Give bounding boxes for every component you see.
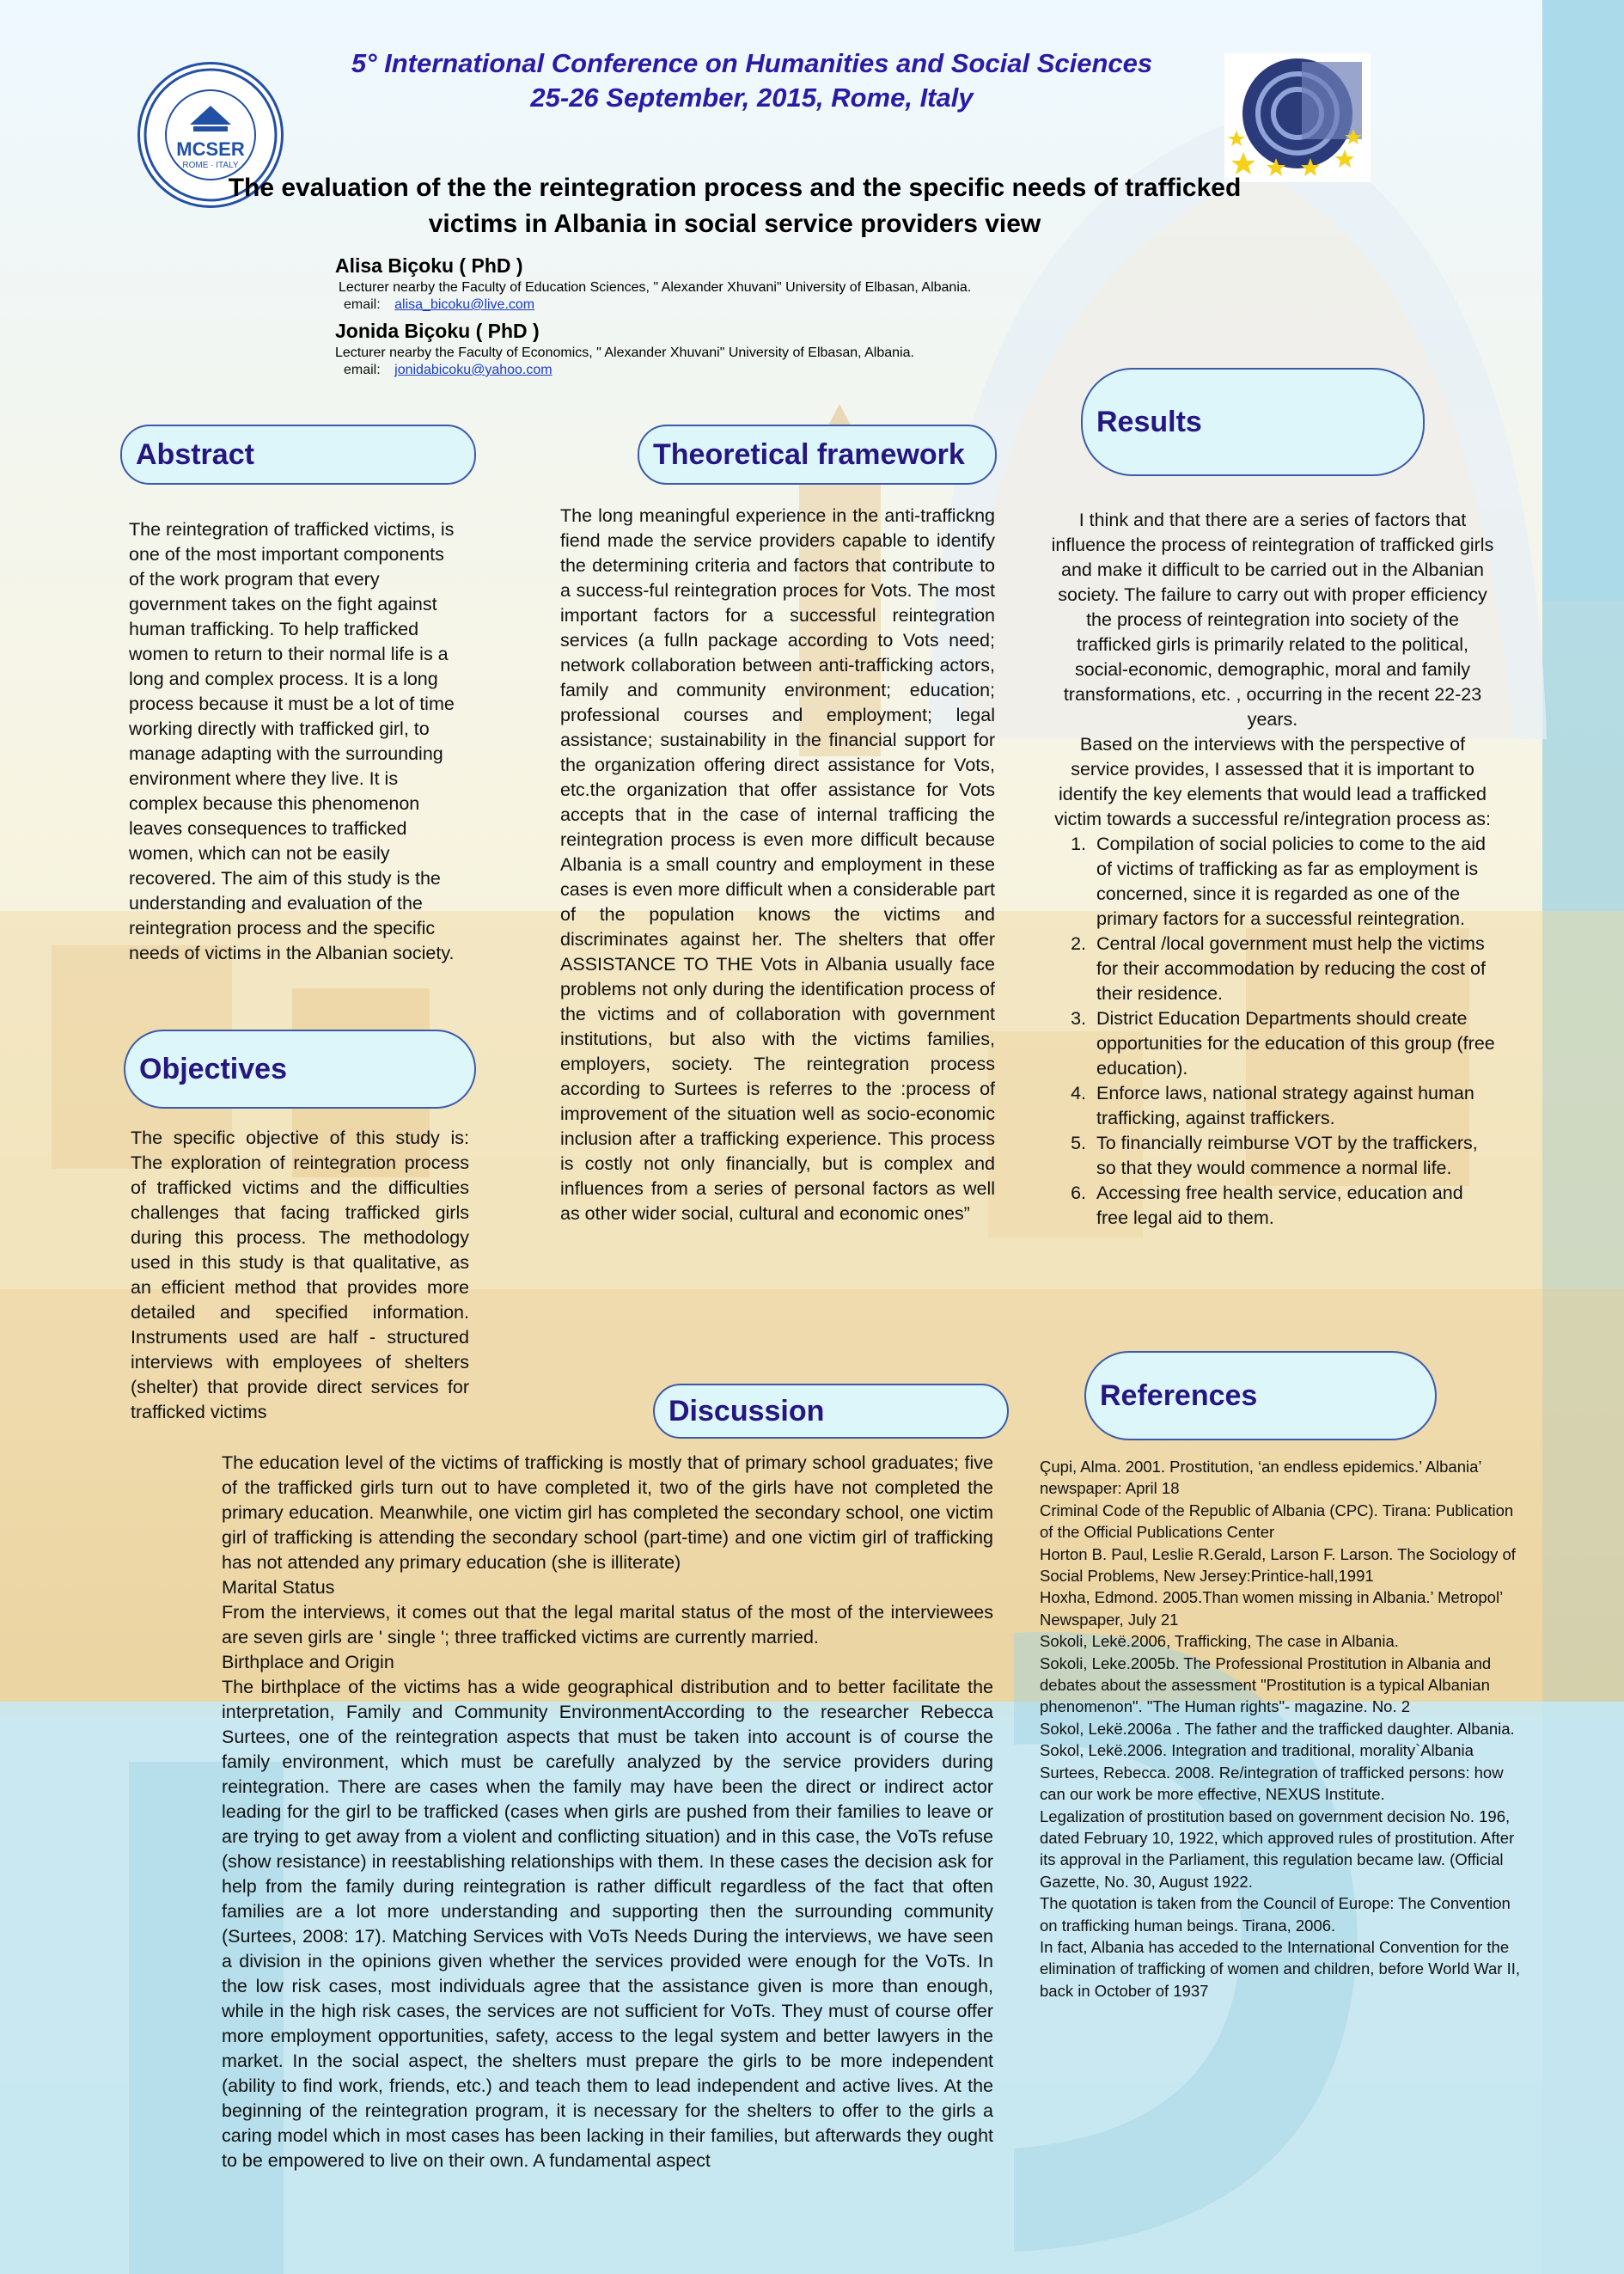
mcser-logo-text: MCSER: [176, 138, 245, 160]
objectives-text: The specific objective of this study is: The exploration of reintegration process of trafficked victims and the difficulties challenges that facing trafficked girls during this process. The methodology used in this study is that qualitative, as an efficient method that provides more detailed and specified information. Instruments used are half - structured interviews with employees of shelters (shelter) that provide direct services for trafficked victims: [131, 1128, 469, 1422]
mcser-logo-subtext: ROME · ITALY: [182, 161, 239, 170]
abstract-text: The reintegration of trafficked victims, is one of the most important components of the work program that every government takes on the fight against human trafficking. To help trafficked women to return to their normal life is a long and complex process. It is a long process because it must be a lot of time working directly with trafficked girl, to manage adapting with the surrounding environment where they live. It is complex because this phenomenon leaves consequences to trafficked women, which can not be easily recovered. The aim of this study is the understanding and evaluation of the reintegration process and the specific needs of victims in the Albanian society.: [129, 519, 455, 963]
paper-title: [172, 170, 1297, 242]
discussion-paragraph: The education level of the victims of trafficking is mostly that of primary school graduates; five of the trafficked girls turn out to have completed it, two of the girls have not completed the primary education. Meanwhile, one victim girl has completed the secondary school, one victim girl of trafficking is attending the secondary school (part-time) and one victim girl of trafficking has not attended any primary education (she is illiterate): [222, 1452, 993, 1573]
discussion-text: [222, 1451, 993, 2173]
results-intro: I think and that there are a series of factors that influence the process of reintegration of trafficked girls and make it difficult to be carried out in the Albanian society. The failure to carry out with proper efficiency the process of reintegration into society of the trafficked girls is primarily related to the political, social-economic, demographic, moral and family transformations, etc. , occurring in the recent 22-23 years.: [1051, 510, 1494, 730]
discussion-paragraph: From the interviews, it comes out that the legal marital status of the most of the interviewees are seven girls are ' single '; three trafficked victims are currently married.: [222, 1602, 993, 1647]
conference-title: [258, 46, 1246, 115]
abstract-heading: Abstract: [120, 425, 476, 485]
key-factors-list: [1050, 832, 1495, 1231]
list-item: 3. District Education Departments should create opportunities for the education of this group (free education).: [1091, 1006, 1495, 1081]
results-body: [1050, 508, 1495, 1231]
reference-item: Sokol, Lekë.2006. Integration and traditional, morality`Albania: [1040, 1741, 1474, 1760]
email-label: email:: [344, 297, 381, 312]
discussion-subheading: Marital Status: [222, 1577, 335, 1598]
author-name: Jonida Biçoku ( PhD ): [335, 320, 540, 342]
email-label: email:: [344, 363, 381, 377]
conference-logo: [1224, 53, 1371, 182]
author-name: Alisa Biçoku ( PhD ): [335, 254, 523, 277]
author-affiliation: Lecturer nearby the Faculty of Education Sciences, " Alexander Xhuvani" University of Elbasan, Albania.: [339, 280, 972, 295]
list-item: 4. Enforce laws, national strategy against human trafficking, against traffickers.: [1091, 1081, 1495, 1131]
reference-item: In fact, Albania has acceded to the International Convention for the elimination of trafficking of women and children, before World War II, back in October of 1937: [1040, 1937, 1521, 2000]
author-email-link[interactable]: alisa_bicoku@live.com: [394, 297, 535, 312]
paper-title-line1: The evaluation of the the reintegration process and the specific needs of trafficked: [228, 174, 1242, 202]
reference-item: Legalization of prostitution based on government decision No. 196, dated February 10, 1922, which approved rules of prostitution. After its approval in the Parliament, this regulation became law. (Official Gazette, No. 30, August 1922.: [1040, 1806, 1515, 1891]
list-item: 6. Accessing free health service, education and free legal aid to them.: [1091, 1181, 1495, 1231]
europe-globe-icon: [1224, 53, 1371, 182]
author-affiliation: Lecturer nearby the Faculty of Economics, " Alexander Xhuvani" University of Elbasan, Albania.: [335, 345, 914, 360]
reference-item: Sokoli, Lekë.2006, Trafficking, The case in Albania.: [1040, 1632, 1399, 1651]
reference-item: Sokoli, Leke.2005b. The Professional Prostitution in Albania and debates about the assessment "Prostitution is a typical Albanian phenomenon". "The Human rights"- magazine. No. 2: [1040, 1654, 1492, 1716]
author-block-2: [335, 320, 1108, 378]
results-heading: Results: [1081, 368, 1425, 476]
reference-item: Çupi, Alma. 2001. Prostitution, ‘an endless epidemics.’ Albania’ newspaper: April 18: [1040, 1458, 1481, 1498]
reference-item: Sokol, Lekë.2006a . The father and the trafficked daughter. Albania.: [1040, 1719, 1515, 1738]
discussion-paragraph: The birthplace of the victims has a wide geographical distribution and to better facilitate the interpretation, Family and Community EnvironmentAccording to the researcher Rebecca Surtees, one of the reintegration aspects that must be taken into account is of course the family environment, which must be carefully analyzed by the service providers during reintegration. There are cases when the family may have been the direct or indirect actor leading for the girl to be trafficked (cases when girls are pushed from their families to leave or are trying to get away from a violent and conflicting situation) and in this case, the VoTs refuse (show resistance) in reestablishing relationships with them. In these cases the decision ask for help from the family during reintegration is rather difficult regardless of the fact that often families are a lot more understanding and supporting then the surrounding community (Surtees, 2008: 17). Matching Services with VoTs Needs During the interviews, we have seen a division in the opinions given whether the services provided were enough for the VoTs. In the low risk cases, most individuals agree that the assistance given is more than enough, while in the high risk cases, the services are not sufficient for VoTs. They must of course offer more employment opportunities, safety, access to the legal system and better lawyers in the market. In the social aspect, the shelters must prepare the girls to be more independent (ability to find work, friends, etc.) and teach them to lead independent and active lives. At the beginning of the reintegration program, it is necessary for the shelters to offer to the girls a caring model which in most cases has been lacking in their families, but afterwards they ought to be empowered to live on their own. A fundamental aspect: [222, 1677, 993, 2171]
discussion-heading: Discussion: [653, 1384, 1009, 1439]
paper-title-line2: victims in Albania in social service providers view: [428, 210, 1041, 238]
reference-item: Surtees, Rebecca. 2008. Re/integration of trafficked persons: how can our work be more effective, NEXUS Institute.: [1040, 1763, 1504, 1804]
list-item: 5. To financially reimburse VOT by the traffickers, so that they would commence a normal life.: [1091, 1131, 1495, 1181]
discussion-subheading: Birthplace and Origin: [222, 1652, 394, 1672]
conference-name: 5° International Conference on Humanities and Social Sciences: [351, 48, 1153, 78]
list-item: 2. Central /local government must help the victims for their accommodation by reducing the cost of their residence.: [1091, 932, 1495, 1006]
objectives-heading: Objectives: [124, 1030, 476, 1109]
list-item: 1. Compilation of social policies to come to the aid of victims of trafficking as far as employment is concerned, since it is regarded as one of the primary factors for a successful reintegration.: [1091, 832, 1495, 932]
author-email-link[interactable]: jonidabicoku@yahoo.com: [394, 363, 553, 377]
theoretical-framework-text: The long meaningful experience in the anti-traffickng fiend made the service providers capable to identify the determining criteria and factors that contribute to a success-ful reintegration proces for Vots. The most important factors for a successful reintegration services (a fulln package according to Vots need; network collaboration between anti-trafficking actors, family and community environment; education; professional courses and employment; legal assistance; sustainability in the financial support for the organization offering direct assistance for Vots, etc.the organization that offer assistance for Vots accepts that in the case of internal trafficing the reintegration process is even more difficult because Albania is a small country and employment in these cases is even more difficult when a considerable part of the population knows the victims and discriminates against her. The shelters that offer ASSISTANCE TO THE Vots in Albania usually face problems not only during the identification process of the victims and of collaboration with government institutions, but also with the victims families, employers, society. The reintegration process according to Surtees is referres to the :process of improvement of the situation well as socio-economic inclusion after a trafficking experience. This process is costly not only financially, but is complex and influences from a series of personal factors as well as other wider social, cultural and economic ones”: [560, 505, 995, 1224]
reference-item: Horton B. Paul, Leslie R.Gerald, Larson F. Larson. The Sociology of Social Problems, New Jersey:Printice-hall,1991: [1040, 1544, 1516, 1586]
author-email-row: [335, 297, 1108, 313]
conference-date-place: 25-26 September, 2015, Rome, Italy: [530, 83, 974, 113]
reference-item: The quotation is taken from the Council of Europe: The Convention on trafficking human beings. Tirana, 2006.: [1040, 1894, 1511, 1935]
references-heading: References: [1084, 1351, 1437, 1440]
author-email-row: [335, 363, 1108, 378]
reference-item: Criminal Code of the Republic of Albania (CPC). Tirana: Publication of the Official Publications Center: [1040, 1501, 1514, 1542]
theoretical-framework-heading: Theoretical framework: [638, 425, 997, 485]
results-method-note: Based on the interviews with the perspective of service provides, I assessed that it is important to identify the key elements that would lead a trafficked victim towards a successful re/integration process as:: [1054, 734, 1491, 829]
references-list: [1040, 1456, 1529, 2002]
reference-item: Hoxha, Edmond. 2005.Than women missing in Albania.’ Metropol’ Newspaper, July 21: [1040, 1588, 1503, 1629]
author-block-1: [335, 254, 1108, 313]
